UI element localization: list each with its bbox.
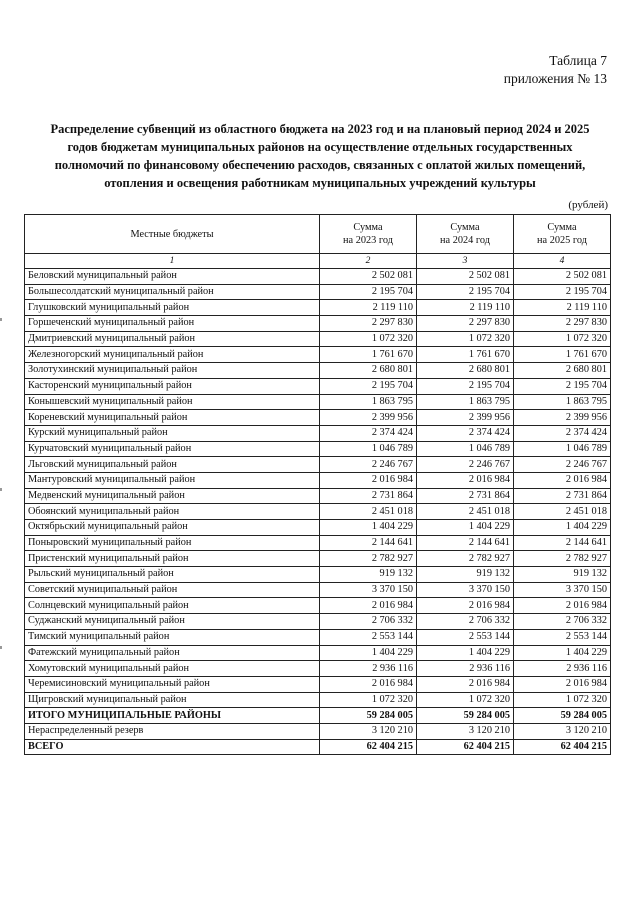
- column-index: 3: [417, 254, 514, 269]
- amount-2024: 2 016 984: [417, 472, 514, 488]
- table-row: [25, 269, 611, 285]
- amount-2023: 3 120 210: [320, 723, 417, 739]
- amount-2025: 2 680 801: [514, 363, 611, 379]
- amount-2024: 2 374 424: [417, 425, 514, 441]
- amount-2024: 2 016 984: [417, 676, 514, 692]
- amount-2023: 2 016 984: [320, 472, 417, 488]
- amount-2024: 2 782 927: [417, 551, 514, 567]
- amount-2025: 2 553 144: [514, 629, 611, 645]
- document-title: [28, 120, 612, 192]
- table-row: [25, 284, 611, 300]
- amount-2025: 2 119 110: [514, 300, 611, 316]
- amount-2025: 919 132: [514, 567, 611, 583]
- amount-2024: 3 370 150: [417, 582, 514, 598]
- table-row: [25, 582, 611, 598]
- table-row: [25, 520, 611, 536]
- row-label: Хомутовский муниципальный район: [25, 661, 320, 677]
- amount-2025: 2 399 956: [514, 410, 611, 426]
- row-label: Курчатовский муниципальный район: [25, 441, 320, 457]
- table-row: [25, 347, 611, 363]
- amount-2025: 59 284 005: [514, 708, 611, 724]
- row-label: Большесолдатский муниципальный район: [25, 284, 320, 300]
- row-label: Пристенский муниципальный район: [25, 551, 320, 567]
- row-label: Железногорский муниципальный район: [25, 347, 320, 363]
- amount-2024: 1 404 229: [417, 645, 514, 661]
- row-label: Фатежский муниципальный район: [25, 645, 320, 661]
- table-row: [25, 488, 611, 504]
- row-label: Рыльский муниципальный район: [25, 567, 320, 583]
- amount-2024: 2 246 767: [417, 457, 514, 473]
- amount-2024: 2 451 018: [417, 504, 514, 520]
- amount-2024: 2 706 332: [417, 614, 514, 630]
- amount-2023: 2 374 424: [320, 425, 417, 441]
- amount-2024: 2 016 984: [417, 598, 514, 614]
- row-label: Льговский муниципальный район: [25, 457, 320, 473]
- table-row: [25, 614, 611, 630]
- amount-2024: 2 731 864: [417, 488, 514, 504]
- title-line: полномочий по финансовому обеспечению расходов, связанных с оплатой жилых помещений,: [54, 158, 586, 172]
- reserve-row: [25, 723, 611, 739]
- header-row: [25, 215, 611, 254]
- row-label: Поныровский муниципальный район: [25, 535, 320, 551]
- table-row: [25, 645, 611, 661]
- amount-2023: 2 731 864: [320, 488, 417, 504]
- amount-2023: 2 706 332: [320, 614, 417, 630]
- amount-2023: 2 144 641: [320, 535, 417, 551]
- amount-2025: 2 782 927: [514, 551, 611, 567]
- amount-2023: 2 195 704: [320, 378, 417, 394]
- amount-2025: 2 016 984: [514, 676, 611, 692]
- row-label: Обоянский муниципальный район: [25, 504, 320, 520]
- row-label: Октябрьский муниципальный район: [25, 520, 320, 536]
- amount-2025: 1 072 320: [514, 331, 611, 347]
- amount-2023: 1 404 229: [320, 520, 417, 536]
- table-row: [25, 457, 611, 473]
- scan-edge-mark: [0, 488, 2, 491]
- row-label: Черемисиновский муниципальный район: [25, 676, 320, 692]
- amount-2023: 2 553 144: [320, 629, 417, 645]
- amount-2025: 62 404 215: [514, 739, 611, 755]
- row-label: Нераспределенный резерв: [25, 723, 320, 739]
- amount-2023: 1 072 320: [320, 692, 417, 708]
- row-label: Беловский муниципальный район: [25, 269, 320, 285]
- column-index-row: [25, 254, 611, 269]
- amount-2023: 2 119 110: [320, 300, 417, 316]
- amount-2025: 1 072 320: [514, 692, 611, 708]
- header-sum-2023: [320, 215, 417, 254]
- table-row: [25, 316, 611, 332]
- amount-2023: 2 016 984: [320, 598, 417, 614]
- amount-2024: 1 046 789: [417, 441, 514, 457]
- title-line: Распределение субвенций из областного бюджета на 2023 год и на плановый период 2024 и 2025: [50, 122, 590, 136]
- amount-2025: 2 374 424: [514, 425, 611, 441]
- header-label: Сумма: [547, 222, 577, 233]
- amount-2025: 2 502 081: [514, 269, 611, 285]
- amount-2025: 3 120 210: [514, 723, 611, 739]
- amount-2023: 2 399 956: [320, 410, 417, 426]
- row-label: Касторенский муниципальный район: [25, 378, 320, 394]
- row-label: Дмитриевский муниципальный район: [25, 331, 320, 347]
- header-year: на 2024 год: [440, 235, 490, 246]
- header-local-budgets: Местные бюджеты: [25, 215, 320, 254]
- amount-2025: 2 706 332: [514, 614, 611, 630]
- scan-edge-mark: [0, 646, 2, 649]
- table-row: [25, 300, 611, 316]
- amount-2024: 2 399 956: [417, 410, 514, 426]
- table-row: [25, 331, 611, 347]
- amount-2025: 1 863 795: [514, 394, 611, 410]
- amount-2024: 2 195 704: [417, 284, 514, 300]
- table-row: [25, 661, 611, 677]
- amount-2023: 2 680 801: [320, 363, 417, 379]
- table-row: [25, 598, 611, 614]
- header-label: Сумма: [353, 222, 383, 233]
- table-row: [25, 378, 611, 394]
- amount-2024: 2 553 144: [417, 629, 514, 645]
- amount-2023: 2 936 116: [320, 661, 417, 677]
- amount-2025: 2 195 704: [514, 284, 611, 300]
- annex-table-number: Таблица 7: [549, 53, 607, 68]
- table-row: [25, 472, 611, 488]
- amount-2023: 2 451 018: [320, 504, 417, 520]
- amount-2025: 1 761 670: [514, 347, 611, 363]
- table-row: [25, 394, 611, 410]
- row-label: Щигровский муниципальный район: [25, 692, 320, 708]
- header-sum-2024: [417, 215, 514, 254]
- header-year: на 2025 год: [537, 235, 587, 246]
- row-label: Медвенский муниципальный район: [25, 488, 320, 504]
- amount-2023: 1 046 789: [320, 441, 417, 457]
- row-label: ВСЕГО: [25, 739, 320, 755]
- row-label: Горшеченский муниципальный район: [25, 316, 320, 332]
- amount-2024: 1 072 320: [417, 692, 514, 708]
- scan-edge-mark: [0, 318, 2, 321]
- row-label: Советский муниципальный район: [25, 582, 320, 598]
- amount-2024: 2 144 641: [417, 535, 514, 551]
- amount-2024: 1 404 229: [417, 520, 514, 536]
- column-index: 4: [514, 254, 611, 269]
- row-label: Суджанский муниципальный район: [25, 614, 320, 630]
- amount-2025: 1 404 229: [514, 520, 611, 536]
- amount-2025: 2 731 864: [514, 488, 611, 504]
- amount-2024: 1 072 320: [417, 331, 514, 347]
- row-label: Конышевский муниципальный район: [25, 394, 320, 410]
- row-label: ИТОГО МУНИЦИПАЛЬНЫЕ РАЙОНЫ: [25, 708, 320, 724]
- amount-2025: 2 195 704: [514, 378, 611, 394]
- amount-2024: 1 761 670: [417, 347, 514, 363]
- amount-2025: 2 016 984: [514, 598, 611, 614]
- amount-2024: 2 936 116: [417, 661, 514, 677]
- header-year: на 2023 год: [343, 235, 393, 246]
- amount-2023: 2 016 984: [320, 676, 417, 692]
- table-row: [25, 504, 611, 520]
- amount-2023: 1 761 670: [320, 347, 417, 363]
- amount-2025: 2 451 018: [514, 504, 611, 520]
- amount-2024: 919 132: [417, 567, 514, 583]
- amount-2024: 2 502 081: [417, 269, 514, 285]
- amount-2024: 1 863 795: [417, 394, 514, 410]
- table-row: [25, 363, 611, 379]
- amount-2024: 2 297 830: [417, 316, 514, 332]
- row-label: Золотухинский муниципальный район: [25, 363, 320, 379]
- amount-2023: 1 072 320: [320, 331, 417, 347]
- table-row: [25, 692, 611, 708]
- row-label: Курский муниципальный район: [25, 425, 320, 441]
- amount-2024: 62 404 215: [417, 739, 514, 755]
- table-row: [25, 441, 611, 457]
- title-line: годов бюджетам муниципальных районов на осуществление отдельных государственных: [67, 140, 573, 154]
- amount-2023: 2 782 927: [320, 551, 417, 567]
- amount-2024: 2 195 704: [417, 378, 514, 394]
- row-label: Тимский муниципальный район: [25, 629, 320, 645]
- amount-2023: 1 404 229: [320, 645, 417, 661]
- amount-2025: 2 936 116: [514, 661, 611, 677]
- table-body: [25, 269, 611, 708]
- table-row: [25, 425, 611, 441]
- amount-2025: 2 144 641: [514, 535, 611, 551]
- column-index: 1: [25, 254, 320, 269]
- amount-2025: 2 016 984: [514, 472, 611, 488]
- amount-2024: 59 284 005: [417, 708, 514, 724]
- row-label: Мантуровский муниципальный район: [25, 472, 320, 488]
- row-label: Глушковский муниципальный район: [25, 300, 320, 316]
- table-row: [25, 676, 611, 692]
- amount-2023: 59 284 005: [320, 708, 417, 724]
- amount-2025: 2 297 830: [514, 316, 611, 332]
- table-row: [25, 551, 611, 567]
- amount-2025: 3 370 150: [514, 582, 611, 598]
- table-row: [25, 567, 611, 583]
- subsidy-table: [24, 214, 611, 755]
- header-sum-2025: [514, 215, 611, 254]
- amount-2025: 2 246 767: [514, 457, 611, 473]
- row-label: Солнцевский муниципальный район: [25, 598, 320, 614]
- header-label: Сумма: [450, 222, 480, 233]
- amount-2024: 2 119 110: [417, 300, 514, 316]
- row-label: Кореневский муниципальный район: [25, 410, 320, 426]
- title-line: отопления и освещения работникам муниципальных учреждений культуры: [104, 176, 536, 190]
- table-row: [25, 535, 611, 551]
- amount-2023: 3 370 150: [320, 582, 417, 598]
- currency-unit: (рублей): [568, 199, 608, 211]
- amount-2023: 2 195 704: [320, 284, 417, 300]
- total-districts-row: [25, 708, 611, 724]
- amount-2025: 1 046 789: [514, 441, 611, 457]
- annex-label: [504, 52, 607, 88]
- table-row: [25, 629, 611, 645]
- amount-2023: 919 132: [320, 567, 417, 583]
- amount-2023: 62 404 215: [320, 739, 417, 755]
- amount-2025: 1 404 229: [514, 645, 611, 661]
- column-index: 2: [320, 254, 417, 269]
- amount-2023: 2 502 081: [320, 269, 417, 285]
- amount-2023: 2 297 830: [320, 316, 417, 332]
- amount-2024: 3 120 210: [417, 723, 514, 739]
- amount-2023: 2 246 767: [320, 457, 417, 473]
- grand-total-row: [25, 739, 611, 755]
- annex-appendix-number: приложения № 13: [503, 71, 607, 86]
- amount-2023: 1 863 795: [320, 394, 417, 410]
- table-row: [25, 410, 611, 426]
- amount-2024: 2 680 801: [417, 363, 514, 379]
